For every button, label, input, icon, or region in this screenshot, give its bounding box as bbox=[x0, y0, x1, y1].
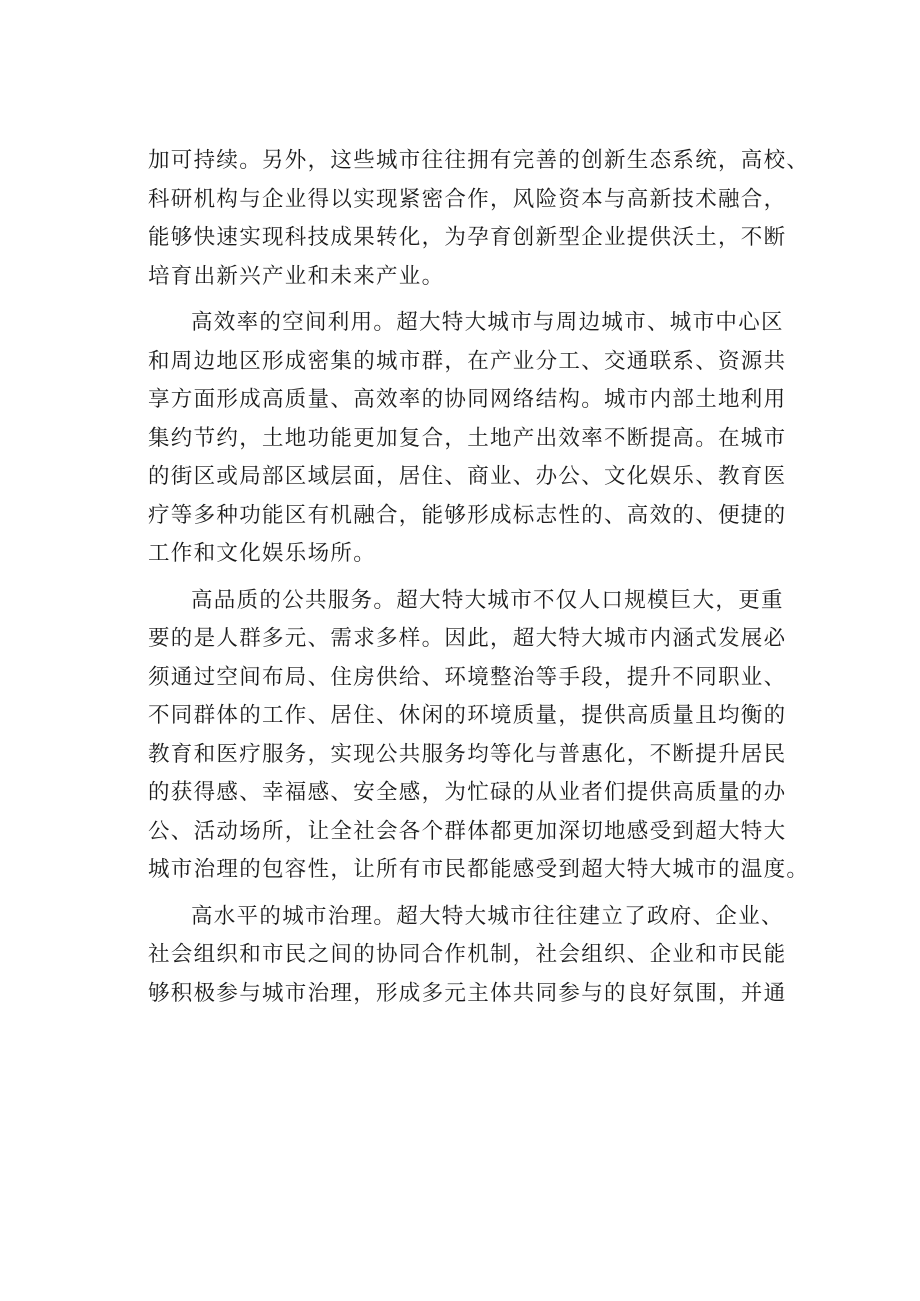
text-line: 公、活动场所，让全社会各个群体都更加深切地感受到超大特大 bbox=[148, 818, 787, 844]
text-line: 须通过空间布局、住房供给、环境整治等手段，提升不同职业、 bbox=[148, 664, 787, 690]
text-line: 和周边地区形成密集的城市群，在产业分工、交通联系、资源共 bbox=[148, 348, 787, 374]
text-line: 培育出新兴产业和未来产业。 bbox=[148, 263, 445, 289]
paragraph-public-services bbox=[148, 582, 808, 890]
text-line: 要的是人群多元、需求多样。因此，超大特大城市内涵式发展必 bbox=[148, 626, 787, 651]
paragraph-space-utilization bbox=[148, 304, 808, 574]
text-line: 城市治理的包容性，让所有市民都能感受到超大特大城市的温度。 bbox=[148, 857, 810, 882]
text-line: 加可持续。另外，这些城市往往拥有完善的创新生态系统，高校、 bbox=[148, 148, 810, 173]
document-body bbox=[148, 142, 808, 1021]
text-line: 教育和医疗服务，实现公共服务均等化与普惠化，不断提升居民 bbox=[148, 741, 787, 767]
text-line: 工作和文化娱乐场所。 bbox=[148, 541, 377, 566]
text-line: 科研机构与企业得以实现紧密合作，风险资本与高新技术融合， bbox=[148, 186, 787, 212]
text-line: 能够快速实现科技成果转化，为孕育创新型企业提供沃土，不断 bbox=[148, 225, 787, 250]
text-line: 享方面形成高质量、高效率的协同网络结构。城市内部土地利用 bbox=[148, 387, 787, 412]
text-line: 疗等多种功能区有机融合，能够形成标志性的、高效的、便捷的 bbox=[148, 502, 787, 528]
text-line: 社会组织和市民之间的协同合作机制，社会组织、企业和市民能 bbox=[148, 942, 787, 967]
text-line: 不同群体的工作、居住、休闲的环境质量，提供高质量且均衡的 bbox=[148, 703, 787, 728]
text-line: 高水平的城市治理。超大特大城市往往建立了政府、企业、 bbox=[191, 903, 784, 929]
text-line: 的获得感、幸福感、安全感，为忙碌的从业者们提供高质量的办 bbox=[148, 780, 787, 805]
paragraph-innovation-continuation bbox=[148, 142, 808, 296]
text-line: 集约节约，土地功能更加复合，土地产出效率不断提高。在城市 bbox=[148, 425, 787, 451]
text-line: 够积极参与城市治理，形成多元主体共同参与的良好氛围，并通 bbox=[148, 980, 787, 1006]
text-line: 的街区或局部区域层面，居住、商业、办公、文化娱乐、教育医 bbox=[148, 464, 787, 489]
paragraph-city-governance bbox=[148, 898, 808, 1014]
text-line: 高效率的空间利用。超大特大城市与周边城市、城市中心区 bbox=[191, 310, 784, 335]
text-line: 高品质的公共服务。超大特大城市不仅人口规模巨大，更重 bbox=[191, 587, 784, 613]
